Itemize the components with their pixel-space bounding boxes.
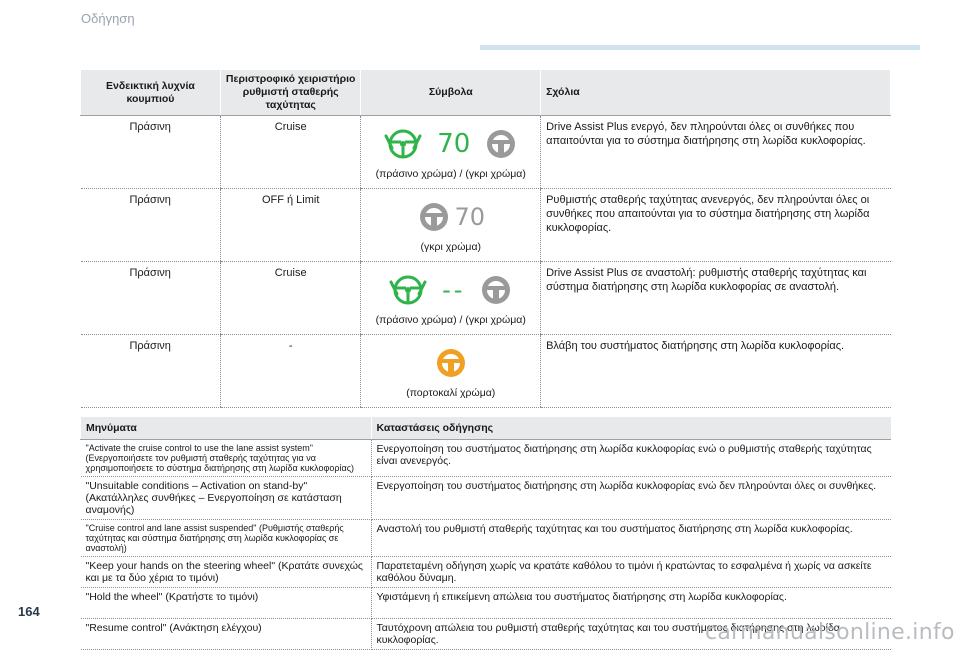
symbols-cell: [361, 189, 541, 262]
situation-cell: Ενεργοποίηση του συστήματος διατήρησης στη λωρίδα κυκλοφορίας ενώ δεν πληρούνται όλες οι συνθήκες.: [371, 477, 891, 520]
indicator-table: [80, 69, 891, 408]
header-situations: Καταστάσεις οδήγησης: [371, 417, 891, 440]
speed-70-grey: 70: [454, 203, 486, 231]
lamp-cell: Πράσινη: [81, 262, 221, 335]
table-row: [81, 189, 891, 262]
header-messages: Μηνύματα: [81, 417, 372, 440]
control-cell: Cruise: [220, 262, 361, 335]
speed-dashes-green: --: [442, 276, 466, 304]
situation-cell: Ταυτόχρονη απώλεια του ρυθμιστή σταθερής ταχύτητας και του συστήματος διατήρησης στη λωρίδα κυκλοφορίας.: [371, 619, 891, 650]
situation-cell: Ενεργοποίηση του συστήματος διατήρησης στη λωρίδα κυκλοφορίας ενώ ο ρυθμιστής σταθερής ταχύτητας είναι ανενεργός.: [371, 440, 891, 477]
header-symbols: Σύμβολα: [361, 70, 541, 116]
control-cell: OFF ή Limit: [220, 189, 361, 262]
message-cell: "Resume control" (Ανάκτηση ελέγχου): [81, 619, 372, 650]
message-cell: "Keep your hands on the steering wheel" (Κρατάτε συνεχώς και με τα δύο χέρια το τιμόνι): [81, 557, 372, 588]
indicator-table-header: [81, 70, 891, 116]
table-row: [81, 557, 892, 588]
control-cell: Cruise: [220, 116, 361, 189]
messages-table-header: [81, 417, 892, 440]
symbol-caption: (πράσινο χρώμα) / (γκρι χρώμα): [375, 168, 526, 180]
lamp-cell: Πράσινη: [81, 335, 221, 408]
symbol-caption: (γκρι χρώμα): [420, 241, 482, 253]
steering-wheel-orange-icon: [434, 346, 468, 380]
header-control: Περιστροφικό χειριστήριο ρυθμιστή σταθερής ταχύτητας: [220, 70, 361, 116]
symbol-caption: (πορτοκαλί χρώμα): [406, 387, 496, 399]
comment-cell: Drive Assist Plus ενεργό, δεν πληρούνται όλες οι συνθήκες που απαιτούνται για το σύστημα διατήρησης στη λωρίδα κυκλοφορίας.: [541, 116, 891, 189]
messages-table: [80, 417, 891, 650]
lamp-cell: Πράσινη: [81, 116, 221, 189]
table-row: [81, 262, 891, 335]
symbols-cell: [361, 262, 541, 335]
comment-cell: Βλάβη του συστήματος διατήρησης στη λωρίδα κυκλοφορίας.: [541, 335, 891, 408]
table-row: [81, 520, 892, 557]
symbol-caption: (πράσινο χρώμα) / (γκρι χρώμα): [375, 314, 526, 326]
table-row: [81, 440, 892, 477]
page-number: 164: [18, 604, 40, 619]
steering-wheel-grey-icon: [417, 200, 451, 234]
situation-cell: Παρατεταμένη οδήγηση χωρίς να κρατάτε καθόλου το τιμόνι ή κρατώντας το εσφαλμένα ή χωρίς να ασκείτε καθόλου δύναμη.: [371, 557, 891, 588]
message-cell: "Unsuitable conditions – Activation on stand-by" (Ακατάλληλες συνθήκες – Ενεργοποίηση σε κατάσταση αναμονής): [81, 477, 372, 520]
comment-cell: Ρυθμιστής σταθερής ταχύτητας ανενεργός, δεν πληρούνται όλες οι συνθήκες που απαιτούνται για το σύστημα διατήρησης στη λωρίδα κυκλοφορίας.: [541, 189, 891, 262]
table-row: [81, 116, 891, 189]
table-row: [81, 335, 891, 408]
situation-cell: Υφιστάμενη ή επικείμενη απώλεια του συστήματος διατήρησης στη λωρίδα κυκλοφορίας.: [371, 588, 891, 619]
symbols-cell: [361, 116, 541, 189]
lamp-cell: Πράσινη: [81, 189, 221, 262]
header-comments: Σχόλια: [541, 70, 891, 116]
control-cell: -: [220, 335, 361, 408]
symbols-cell: [361, 335, 541, 408]
section-title: Οδήγηση: [81, 11, 135, 26]
table-row: [81, 477, 892, 520]
steering-wheel-grey-icon: [484, 127, 518, 161]
steering-wheel-grey-icon: [479, 273, 513, 307]
watermark: carmanualsonline.info: [705, 620, 955, 645]
message-cell: "Cruise control and lane assist suspended" (Ρυθμιστής σταθερής ταχύτητας και σύστημα διατήρησης στη λωρίδα κυκλοφορίας σε αναστολή): [81, 520, 372, 557]
speed-70-green: 70: [437, 129, 471, 159]
steering-wheel-hands-green-icon: [383, 126, 423, 162]
message-cell: "Activate the cruise control to use the lane assist system" (Ενεργοποιήσετε τον ρυθμιστή σταθερής ταχύτητας για να χρησιμοποιήσετε το σύστημα διατήρησης στη λωρίδα κυκλοφορίας): [81, 440, 372, 477]
header-lamp: Ενδεικτική λυχνία κουμπιού: [81, 70, 221, 116]
comment-cell: Drive Assist Plus σε αναστολή: ρυθμιστής σταθερής ταχύτητας και σύστημα διατήρησης στη λωρίδα κυκλοφορίας σε αναστολή.: [541, 262, 891, 335]
header-accent-bar: [480, 45, 920, 50]
steering-wheel-hands-green-icon: [388, 272, 428, 308]
message-cell: "Hold the wheel" (Κρατήστε το τιμόνι): [81, 588, 372, 619]
situation-cell: Αναστολή του ρυθμιστή σταθερής ταχύτητας και του συστήματος διατήρησης στη λωρίδα κυκλοφορίας.: [371, 520, 891, 557]
table-row: [81, 588, 892, 619]
